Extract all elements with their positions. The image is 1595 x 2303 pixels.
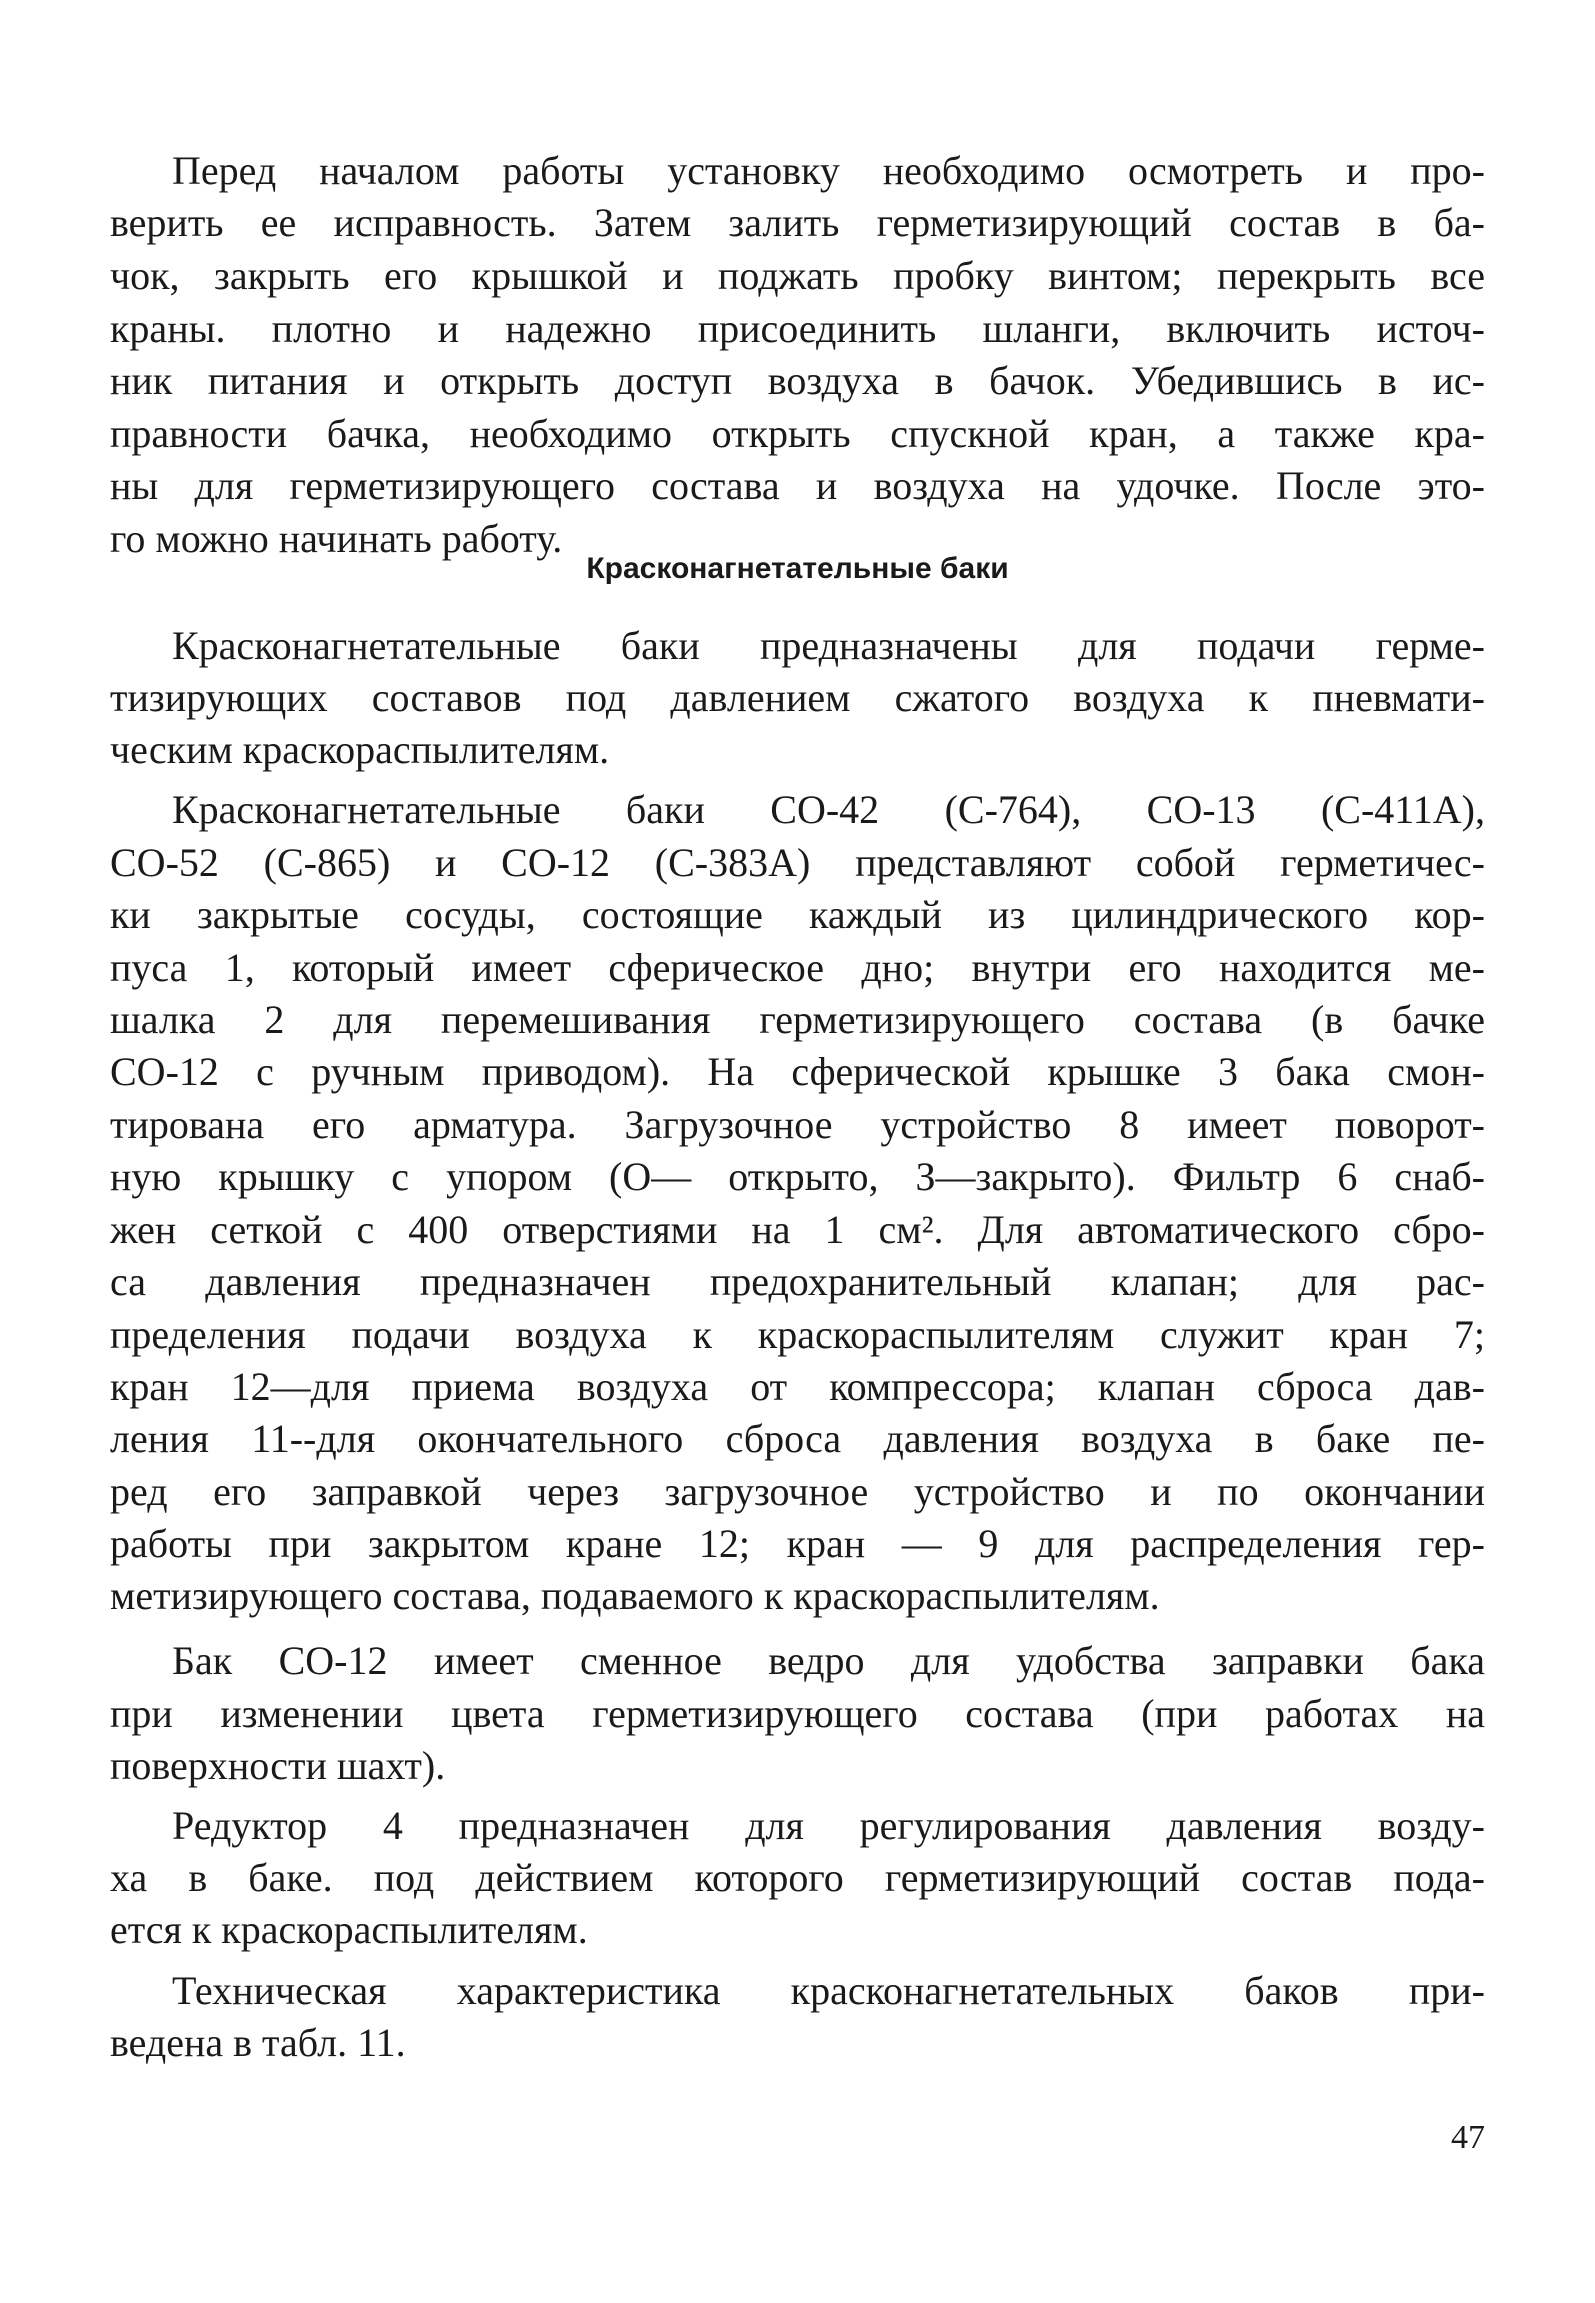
- paragraph-line: жен сеткой с 400 отверстиями на 1 см². Для автоматического сбро-: [110, 1207, 1485, 1252]
- paragraph-line: Красконагнетательные баки предназначены для подачи герме-: [172, 623, 1485, 668]
- paragraph-line: поверхности шахт).: [110, 1743, 446, 1788]
- paragraph-line: Бак СО-12 имеет сменное ведро для удобства заправки бака: [172, 1638, 1485, 1683]
- paragraph-line: ется к краскораспылителям.: [110, 1907, 588, 1952]
- paragraph-line: СО-12 с ручным приводом). На сферической крышке 3 бака смон-: [110, 1049, 1485, 1094]
- paragraph-line: ха в баке. под действием которого герметизирующий состав пода-: [110, 1855, 1485, 1900]
- paragraph-line: Перед началом работы установку необходимо осмотреть и про-: [172, 148, 1485, 193]
- paragraph-line: ник питания и открыть доступ воздуха в бачок. Убедившись в ис-: [110, 358, 1485, 403]
- paragraph-line: правности бачка, необходимо открыть спускной кран, а также кра-: [110, 411, 1485, 456]
- paragraph-line: при изменении цвета герметизирующего состава (при работах на: [110, 1691, 1485, 1736]
- page-number: 47: [1451, 2119, 1485, 2156]
- paragraph-line: верить ее исправность. Затем залить герметизирующий состав в ба-: [110, 200, 1485, 245]
- paragraph-line: пуса 1, который имеет сферическое дно; внутри его находится ме-: [110, 945, 1485, 990]
- paragraph-line: ведена в табл. 11.: [110, 2020, 406, 2065]
- paragraph-line: ки закрытые сосуды, состоящие каждый из цилиндрического кор-: [110, 892, 1485, 937]
- paragraph-line: тизирующих составов под давлением сжатого воздуха к пневмати-: [110, 675, 1485, 720]
- paragraph-line: шалка 2 для перемешивания герметизирующего состава (в бачке: [110, 997, 1485, 1042]
- paragraph-line: пределения подачи воздуха к краскораспылителям служит кран 7;: [110, 1312, 1485, 1357]
- paragraph-line: ления 11--для окончательного сброса давления воздуха в баке пе-: [110, 1416, 1485, 1461]
- paragraph-line: СО-52 (С-865) и СО-12 (С-383А) представляют собой герметичес-: [110, 840, 1485, 885]
- paragraph-line: Красконагнетательные баки СО-42 (С-764), СО-13 (С-411А),: [172, 787, 1485, 832]
- paragraph-line: чок, закрыть его крышкой и поджать пробку винтом; перекрыть все: [110, 253, 1485, 298]
- paragraph-line: краны. плотно и надежно присоединить шланги, включить источ-: [110, 306, 1485, 351]
- paragraph-line: метизирующего состава, подаваемого к краскораспылителям.: [110, 1573, 1160, 1618]
- paragraph-line: ны для герметизирующего состава и воздуха на удочке. После это-: [110, 463, 1485, 508]
- paragraph-line: ную крышку с упором (О— открыто, З—закрыто). Фильтр 6 снаб-: [110, 1154, 1485, 1199]
- paragraph-line: ческим краскораспылителям.: [110, 727, 610, 772]
- paragraph-line: са давления предназначен предохранительный клапан; для рас-: [110, 1259, 1485, 1304]
- paragraph-line: Редуктор 4 предназначен для регулирования давления возду-: [172, 1803, 1485, 1848]
- section-heading: Красконагнетательные баки: [586, 552, 1009, 585]
- paragraph-line: работы при закрытом кране 12; кран — 9 для распределения гер-: [110, 1521, 1485, 1566]
- paragraph-line: ред его заправкой через загрузочное устройство и по окончании: [110, 1469, 1485, 1514]
- paragraph-line: тирована его арматура. Загрузочное устройство 8 имеет поворот-: [110, 1102, 1485, 1147]
- paragraph-line: кран 12—для приема воздуха от компрессора; клапан сброса дав-: [110, 1364, 1485, 1409]
- paragraph-line: Техническая характеристика красконагнетательных баков при-: [172, 1968, 1485, 2013]
- paragraph-line: го можно начинать работу.: [110, 516, 563, 561]
